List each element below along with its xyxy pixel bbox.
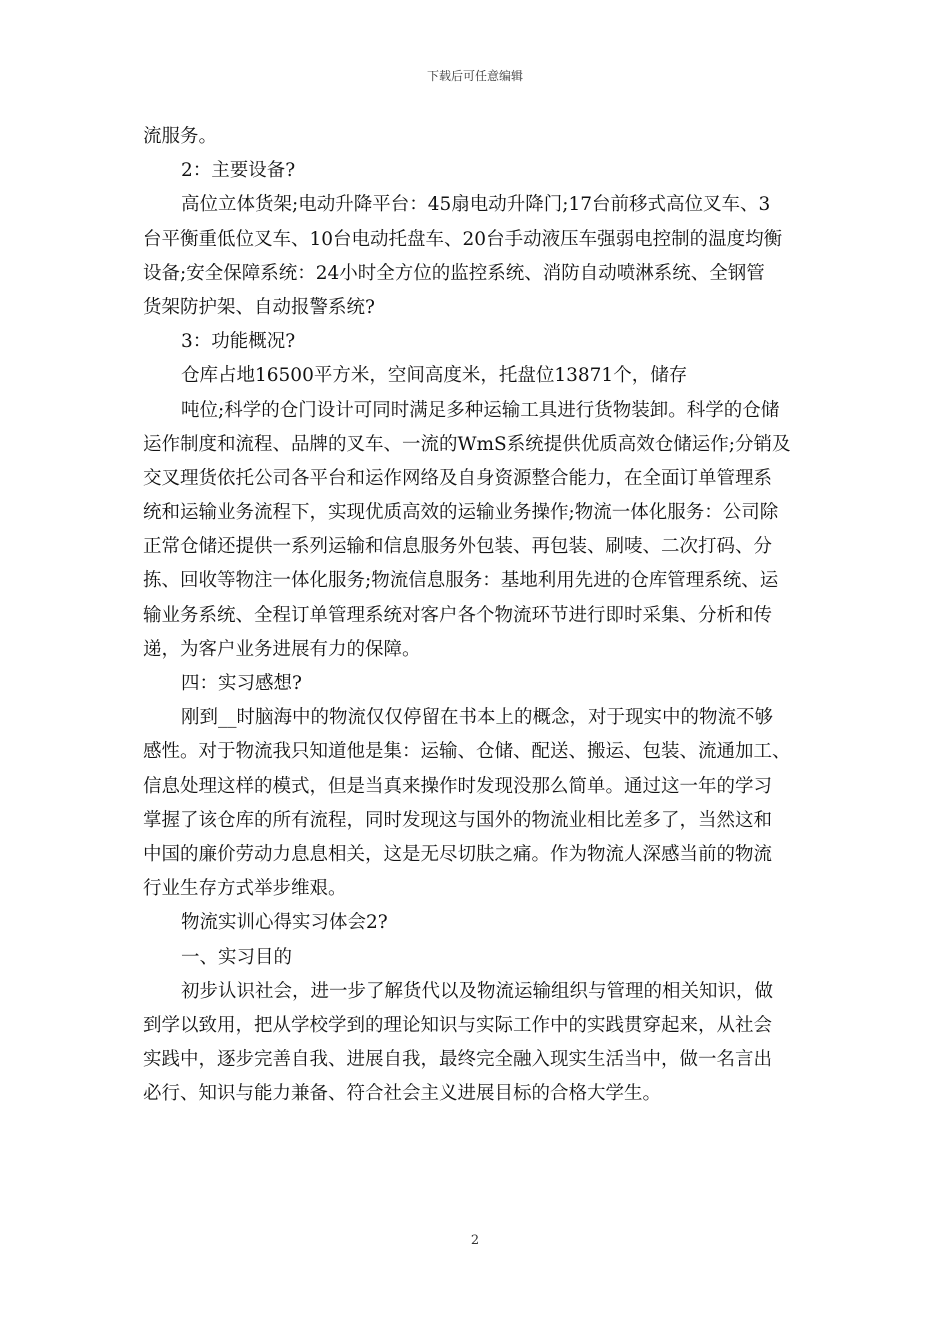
text-line: 统和运输业务流程下，实现优质高效的运输业务操作;物流一体化服务：公司除 [143, 502, 779, 524]
text-line: 输业务系统、全程订单管理系统对客户各个物流环节进行即时采集、分析和传 [143, 604, 773, 626]
text-line: 物流实训心得实习体会2? [181, 912, 388, 934]
text-line: 中国的廉价劳动力息息相关，这是无尽切肤之痛。作为物流人深感当前的物流 [143, 843, 773, 865]
text-line: 高位立体货架;电动升降平台：45扇电动升降门;17台前移式高位叉车、3 [181, 194, 771, 216]
document-body [143, 120, 811, 1111]
text-line: 到学以致用，把从学校学到的理论知识与实际工作中的实践贯穿起来，从社会 [143, 1014, 773, 1036]
page-number: 2 [470, 1233, 480, 1248]
text-line: 运作制度和流程、品牌的叉车、一流的WmS系统提供优质高效仓储运作;分销及 [143, 433, 791, 455]
text-line: 流服务。 [143, 126, 218, 147]
text-line: 信息处理这样的模式，但是当真来操作时发现没那么简单。通过这一年的学习 [143, 775, 773, 797]
text-line: 一、实习目的 [181, 946, 293, 968]
text-line: 行业生存方式举步维艰。 [143, 878, 347, 900]
text-line: 3：功能概况? [181, 331, 296, 353]
page-header: 下载后可任意编辑 [426, 69, 523, 83]
text-line: 设备;安全保障系统：24小时全方位的监控系统、消防自动喷淋系统、全钢管 [143, 262, 765, 284]
text-line: 台平衡重低位叉车、10台电动托盘车、20台手动液压车强弱电控制的温度均衡 [143, 228, 783, 250]
text-line: 四：实习感想? [181, 673, 302, 694]
text-line: 2：主要设备? [181, 160, 296, 182]
text-line: 递，为客户业务进展有力的保障。 [143, 638, 421, 660]
text-line: 感性。对于物流我只知道他是集：运输、仓储、配送、搬运、包装、流通加工、 [143, 741, 791, 763]
text-line: 刚到__时脑海中的物流仅仅停留在书本上的概念，对于现实中的物流不够 [181, 707, 774, 729]
text-line: 实践中，逐步完善自我、进展自我，最终完全融入现实生活当中，做一名言出 [143, 1049, 773, 1071]
text-line: 掌握了该仓库的所有流程，同时发现这与国外的物流业相比差多了，当然这和 [143, 809, 773, 831]
text-line: 正常仓储还提供一系列运输和信息服务外包装、再包装、刷唛、二次打码、分 [143, 536, 773, 558]
text-line: 必行、知识与能力兼备、符合社会主义进展目标的合格大学生。 [143, 1083, 662, 1105]
text-line: 货架防护架、自动报警系统? [143, 296, 375, 318]
text-line: 初步认识社会，进一步了解货代以及物流运输组织与管理的相关知识，做 [181, 980, 774, 1002]
text-line: 仓库占地16500平方米，空间高度米，托盘位13871个，储存 [181, 365, 688, 387]
text-line: 吨位;科学的仓门设计可同时满足多种运输工具进行货物装卸。科学的仓储 [181, 399, 780, 421]
text-line: 交叉理货依托公司各平台和运作网络及自身资源整合能力，在全面订单管理系 [143, 467, 773, 489]
text-line: 拣、回收等物注一体化服务;物流信息服务：基地利用先进的仓库管理系统、运 [143, 570, 779, 592]
